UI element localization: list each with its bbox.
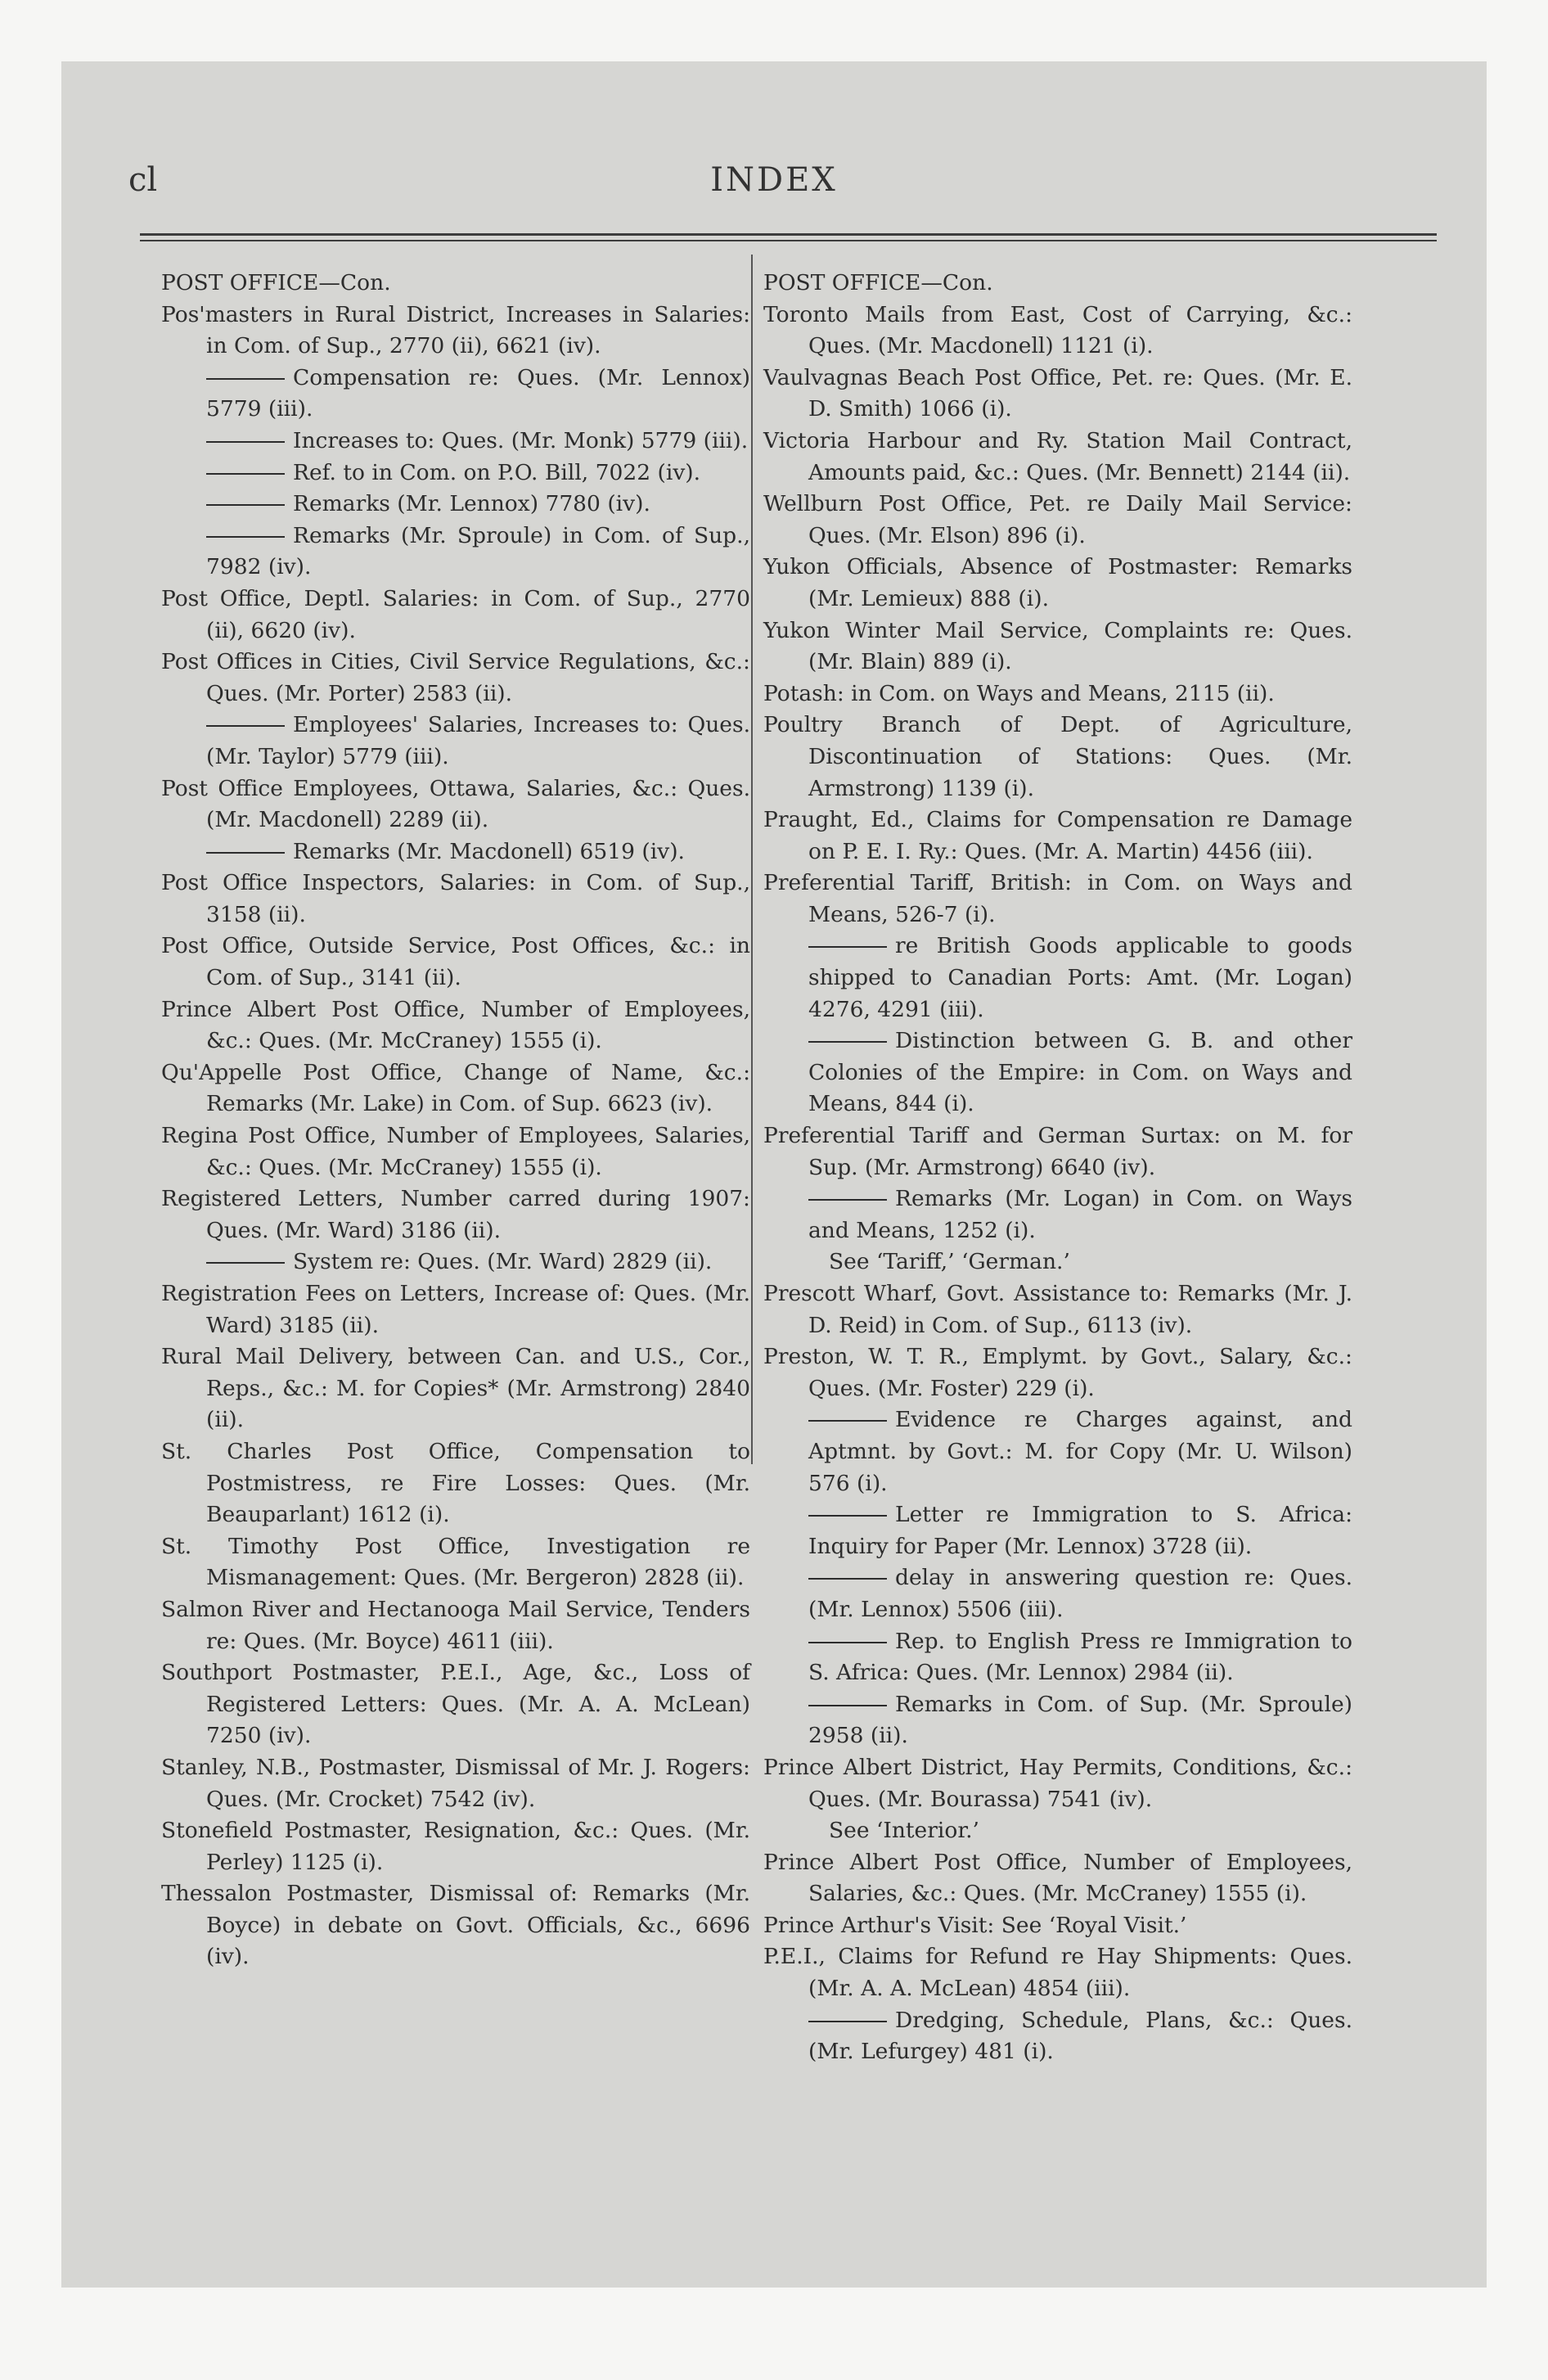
entry-text: Victoria Harbour and Ry. Station Mail Contract, Amounts paid, &c.: Ques. (Mr. Bennett) 2144 (ii). xyxy=(763,427,1352,485)
index-entry xyxy=(161,994,750,1057)
entry-text: Post Office Employees, Ottawa, Salaries, &c.: Ques. (Mr. Macdonell) 2289 (ii). xyxy=(161,775,750,833)
entry-text: St. Timothy Post Office, Investigation re Mismanagement: Ques. (Mr. Bergeron) 2828 (ii). xyxy=(161,1533,750,1591)
entry-text: Rep. to English Press re Immigration to S. Africa: Ques. (Mr. Lennox) 2984 (ii). xyxy=(808,1628,1352,1686)
entry-text: Yukon Winter Mail Service, Complaints re: Ques. (Mr. Blain) 889 (i). xyxy=(763,617,1352,675)
header-rule xyxy=(140,233,1437,236)
index-entry xyxy=(161,426,750,458)
entry-text: Prince Arthur's Visit: See ‘Royal Visit.’ xyxy=(763,1912,1187,1938)
entry-text: Ref. to in Com. on P.O. Bill, 7022 (iv). xyxy=(293,459,701,485)
ditto-dash xyxy=(206,1262,285,1264)
index-entry xyxy=(763,426,1352,489)
entry-text: Prince Albert District, Hay Permits, Conditions, &c.: Ques. (Mr. Bourassa) 7541 (iv). xyxy=(763,1754,1352,1812)
entry-text: System re: Ques. (Mr. Ward) 2829 (ii). xyxy=(293,1249,713,1275)
index-entry xyxy=(763,1341,1352,1404)
index-entry xyxy=(763,363,1352,426)
right-column xyxy=(763,268,1352,2068)
section-heading xyxy=(161,268,750,300)
entry-text: P.E.I., Claims for Refund re Hay Shipments: Ques. (Mr. A. A. McLean) 4854 (iii). xyxy=(763,1944,1352,2002)
index-entry xyxy=(161,1436,750,1531)
ditto-dash xyxy=(808,1199,887,1201)
index-entry xyxy=(161,584,750,647)
index-entry xyxy=(161,1120,750,1183)
entry-text: Post Office, Outside Service, Post Offices, &c.: in Com. of Sup., 3141 (ii). xyxy=(161,933,750,991)
scanned-page xyxy=(61,61,1487,2288)
index-entry xyxy=(161,710,750,773)
index-entry xyxy=(763,1910,1352,1942)
entry-text: Evidence re Charges against, and Aptmnt. by Govt.: M. for Copy (Mr. U. Wilson) 576 (i). xyxy=(808,1407,1352,1496)
entry-text: Compensation re: Ques. (Mr. Lennox) 5779 (iii). xyxy=(206,364,750,422)
index-entry xyxy=(763,1562,1352,1625)
index-entry xyxy=(161,1878,750,1973)
index-entry xyxy=(763,552,1352,615)
index-entry xyxy=(161,1341,750,1436)
ditto-dash xyxy=(206,852,285,854)
entry-text: See ‘Tariff,’ ‘German.’ xyxy=(829,1249,1070,1275)
index-entry xyxy=(161,1657,750,1752)
entry-text: Post Office, Deptl. Salaries: in Com. of Sup., 2770 (ii), 6620 (iv). xyxy=(161,585,750,643)
entry-text: Increases to: Ques. (Mr. Monk) 5779 (iii). xyxy=(293,427,749,453)
index-entry xyxy=(763,931,1352,1025)
entry-text: Rural Mail Delivery, between Can. and U.S., Cor., Reps., &c.: M. for Copies* (Mr. Armstrong) 2840 (ii). xyxy=(161,1344,750,1433)
index-entry xyxy=(763,489,1352,552)
index-entry xyxy=(763,710,1352,805)
entry-text: Remarks (Mr. Logan) in Com. on Ways and Means, 1252 (i). xyxy=(808,1186,1352,1243)
entry-text: Toronto Mails from East, Cost of Carrying, &c.: Ques. (Mr. Macdonell) 1121 (i). xyxy=(763,301,1352,359)
index-entry xyxy=(763,1941,1352,2004)
index-entry xyxy=(161,773,750,836)
entry-text: POST OFFICE—Con. xyxy=(161,270,391,295)
entry-text: Wellburn Post Office, Pet. re Daily Mail Service: Ques. (Mr. Elson) 896 (i). xyxy=(763,491,1352,548)
entry-text: Pos'masters in Rural District, Increases in Salaries: in Com. of Sup., 2770 (ii), 6621 (iv). xyxy=(161,301,750,359)
entry-text: Remarks (Mr. Sproule) in Com. of Sup., 7982 (iv). xyxy=(206,522,750,580)
entry-text: Potash: in Com. on Ways and Means, 2115 (ii). xyxy=(763,680,1275,706)
entry-text: Distinction between G. B. and other Colonies of the Empire: in Com. on Ways and Means, 844 (i). xyxy=(808,1028,1352,1117)
ditto-dash xyxy=(206,504,285,506)
index-entry xyxy=(763,615,1352,678)
page-title: INDEX xyxy=(710,161,838,199)
entry-text: Remarks (Mr. Lennox) 7780 (iv). xyxy=(293,491,650,517)
ditto-dash xyxy=(808,1041,887,1043)
index-entry xyxy=(763,1752,1352,1815)
entry-text: Prince Albert Post Office, Number of Employees, &c.: Ques. (Mr. McCraney) 1555 (i). xyxy=(161,996,750,1054)
entry-text: St. Charles Post Office, Compensation to Postmistress, re Fire Losses: Ques. (Mr. Beauparlant) 1612 (i). xyxy=(161,1438,750,1528)
ditto-dash xyxy=(808,2021,887,2022)
index-entry xyxy=(161,836,750,868)
ditto-dash xyxy=(808,1420,887,1422)
entry-text: Remarks in Com. of Sup. (Mr. Sproule) 2958 (ii). xyxy=(808,1691,1352,1749)
column-divider xyxy=(751,255,753,1464)
entry-text: re British Goods applicable to goods shipped to Canadian Ports: Amt. (Mr. Logan) 4276, 4291 (iii). xyxy=(808,933,1352,1022)
ditto-dash xyxy=(808,1642,887,1643)
entry-text: delay in answering question re: Ques. (Mr. Lennox) 5506 (iii). xyxy=(808,1565,1352,1622)
index-entry xyxy=(161,1594,750,1657)
header-rule-thin xyxy=(140,240,1437,241)
index-entry xyxy=(763,1278,1352,1341)
index-entry xyxy=(763,1120,1352,1183)
entry-text: Post Office Inspectors, Salaries: in Com. of Sup., 3158 (ii). xyxy=(161,870,750,927)
index-entry xyxy=(763,2005,1352,2068)
entry-text: Yukon Officials, Absence of Postmaster: Remarks (Mr. Lemieux) 888 (i). xyxy=(763,554,1352,611)
entry-text: Vaulvagnas Beach Post Office, Pet. re: Ques. (Mr. E. D. Smith) 1066 (i). xyxy=(763,364,1352,422)
entry-text: Remarks (Mr. Macdonell) 6519 (iv). xyxy=(293,838,685,864)
index-entry xyxy=(161,363,750,426)
index-entry xyxy=(161,868,750,931)
index-entry xyxy=(161,1183,750,1246)
entry-text: Preferential Tariff, British: in Com. on Ways and Means, 526-7 (i). xyxy=(763,870,1352,927)
index-entry xyxy=(161,647,750,710)
ditto-dash xyxy=(206,378,285,380)
index-entry xyxy=(763,1689,1352,1752)
entry-text: Poultry Branch of Dept. of Agriculture, Discontinuation of Stations: Ques. (Mr. Armstrong) 1139 (i). xyxy=(763,712,1352,801)
index-entry xyxy=(161,1752,750,1815)
entry-text: Praught, Ed., Claims for Compensation re Damage on P. E. I. Ry.: Ques. (Mr. A. Martin) 4456 (iii). xyxy=(763,807,1352,864)
entry-text: Prince Albert Post Office, Number of Employees, Salaries, &c.: Ques. (Mr. McCraney) 1555 (i). xyxy=(763,1849,1352,1907)
index-entry xyxy=(161,458,750,489)
index-entry xyxy=(763,1626,1352,1689)
entry-text: POST OFFICE—Con. xyxy=(763,270,993,295)
entry-text: Dredging, Schedule, Plans, &c.: Ques. (Mr. Lefurgey) 481 (i). xyxy=(808,2007,1352,2065)
index-entry xyxy=(763,1847,1352,1910)
ditto-dash xyxy=(808,1705,887,1706)
index-entry xyxy=(763,868,1352,931)
index-entry xyxy=(161,1278,750,1341)
index-entry xyxy=(763,1183,1352,1246)
entry-text: Salmon River and Hectanooga Mail Service, Tenders re: Ques. (Mr. Boyce) 4611 (iii). xyxy=(161,1596,750,1654)
section-heading xyxy=(763,268,1352,300)
ditto-dash xyxy=(808,1578,887,1580)
ditto-dash xyxy=(206,473,285,475)
entry-text: Stonefield Postmaster, Resignation, &c.: Ques. (Mr. Perley) 1125 (i). xyxy=(161,1818,750,1875)
entry-text: Stanley, N.B., Postmaster, Dismissal of Mr. J. Rogers: Ques. (Mr. Crocket) 7542 (iv). xyxy=(161,1754,750,1812)
index-entry xyxy=(763,1404,1352,1499)
entry-text: Employees' Salaries, Increases to: Ques. (Mr. Taylor) 5779 (iii). xyxy=(206,712,750,769)
entry-text: Preferential Tariff and German Surtax: on M. for Sup. (Mr. Armstrong) 6640 (iv). xyxy=(763,1123,1352,1180)
entry-text: Preston, W. T. R., Emplymt. by Govt., Salary, &c.: Ques. (Mr. Foster) 229 (i). xyxy=(763,1344,1352,1401)
index-entry xyxy=(161,521,750,584)
index-entry xyxy=(161,1815,750,1878)
index-entry xyxy=(161,489,750,521)
index-entry xyxy=(763,805,1352,868)
entry-text: Thessalon Postmaster, Dismissal of: Remarks (Mr. Boyce) in debate on Govt. Officials, &c., 6696 (iv). xyxy=(161,1881,750,1970)
index-entry xyxy=(161,1057,750,1120)
see-reference xyxy=(763,1815,1352,1847)
index-entry xyxy=(161,1246,750,1278)
entry-text: Registered Letters, Number carred during 1907: Ques. (Mr. Ward) 3186 (ii). xyxy=(161,1186,750,1243)
entry-text: See ‘Interior.’ xyxy=(829,1818,979,1844)
ditto-dash xyxy=(206,536,285,538)
entry-text: Post Offices in Cities, Civil Service Regulations, &c.: Ques. (Mr. Porter) 2583 (ii). xyxy=(161,649,750,706)
left-column xyxy=(161,268,750,1973)
ditto-dash xyxy=(808,946,887,948)
see-reference xyxy=(763,1246,1352,1278)
entry-text: Letter re Immigration to S. Africa: Inquiry for Paper (Mr. Lennox) 3728 (ii). xyxy=(808,1502,1352,1559)
entry-text: Qu'Appelle Post Office, Change of Name, &c.: Remarks (Mr. Lake) in Com. of Sup. 6623 (iv). xyxy=(161,1059,750,1117)
ditto-dash xyxy=(206,441,285,443)
index-entry xyxy=(763,1025,1352,1120)
index-entry xyxy=(161,1531,750,1594)
entry-text: Southport Postmaster, P.E.I., Age, &c., Loss of Registered Letters: Ques. (Mr. A. A. McLean) 7250 (iv). xyxy=(161,1660,750,1749)
entry-text: Registration Fees on Letters, Increase of: Ques. (Mr. Ward) 3185 (ii). xyxy=(161,1281,750,1338)
entry-text: Prescott Wharf, Govt. Assistance to: Remarks (Mr. J. D. Reid) in Com. of Sup., 6113 (iv). xyxy=(763,1281,1352,1338)
index-entry xyxy=(763,300,1352,363)
ditto-dash xyxy=(808,1515,887,1517)
entry-text: Regina Post Office, Number of Employees, Salaries, &c.: Ques. (Mr. McCraney) 1555 (i). xyxy=(161,1123,750,1180)
index-entry xyxy=(763,678,1352,710)
page-number: cl xyxy=(128,161,158,199)
index-entry xyxy=(763,1499,1352,1562)
ditto-dash xyxy=(206,725,285,727)
index-entry xyxy=(161,931,750,994)
index-entry xyxy=(161,300,750,363)
